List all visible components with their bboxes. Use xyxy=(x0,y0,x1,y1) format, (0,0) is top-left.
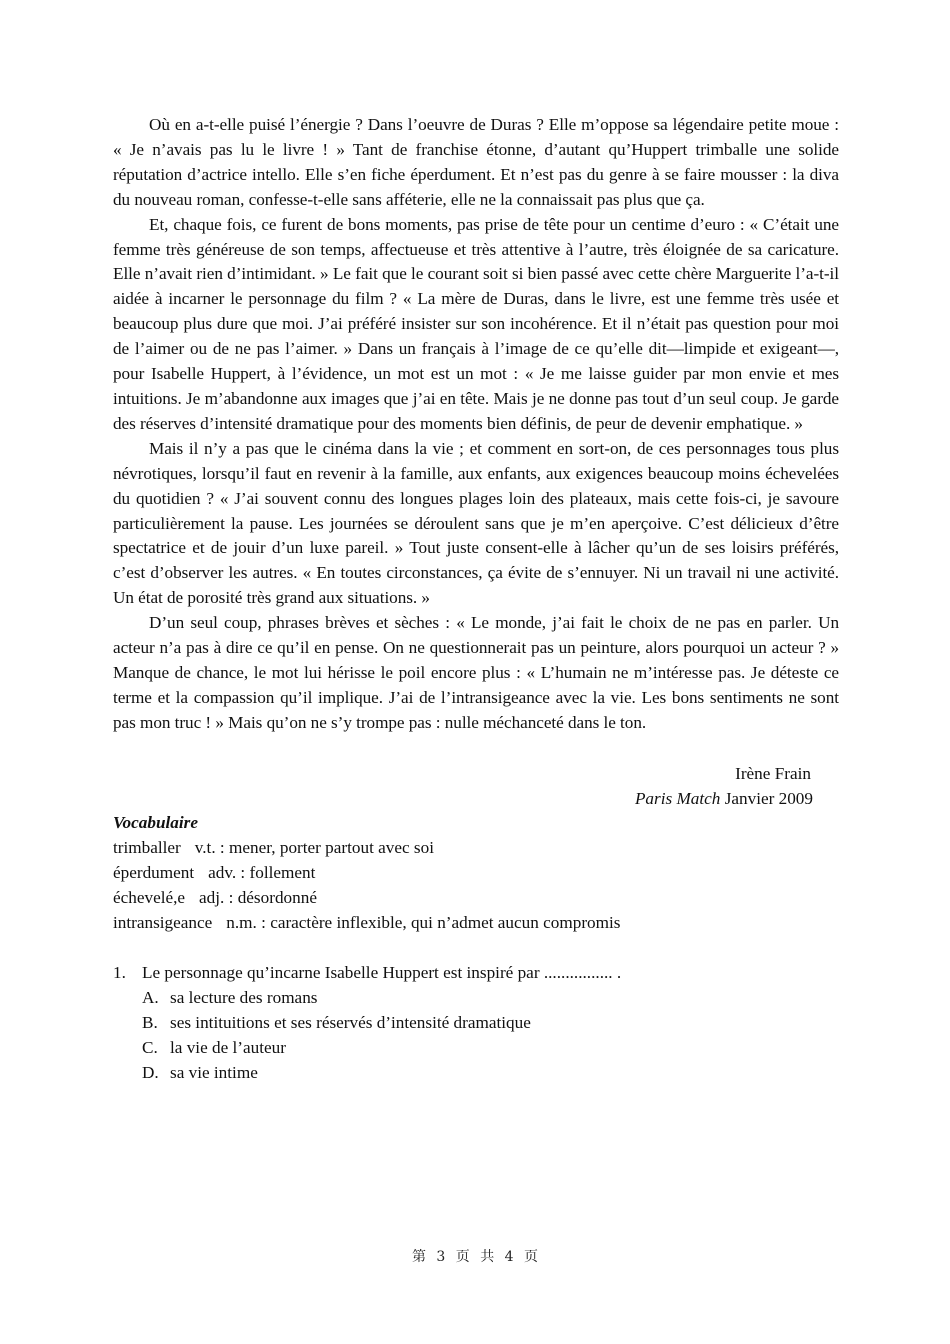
vocabulary-entry xyxy=(113,911,839,936)
article-signature xyxy=(113,762,813,812)
option-letter: C. xyxy=(142,1037,158,1057)
vocabulary-term: éperdument xyxy=(113,863,195,883)
option-c xyxy=(142,1036,839,1061)
page-footer: 第 3 页 共 4 页 xyxy=(411,1249,539,1265)
vocabulary-section xyxy=(113,811,839,936)
question-stem xyxy=(113,961,839,986)
vocabulary-definition: v.t. : mener, porter partout avec soi xyxy=(194,838,434,858)
vocabulary-entry xyxy=(113,886,839,911)
question-number: 1. xyxy=(113,962,126,982)
option-d xyxy=(142,1061,839,1086)
option-b xyxy=(142,1011,839,1036)
vocabulary-term: trimballer xyxy=(113,838,181,858)
vocabulary-term: intransigeance xyxy=(113,913,213,933)
publication-name: Paris Match xyxy=(634,788,721,808)
option-letter: A. xyxy=(142,987,159,1007)
option-letter: D. xyxy=(142,1062,159,1082)
vocabulary-entry xyxy=(113,836,839,861)
source-line xyxy=(113,787,813,812)
question-1 xyxy=(113,961,839,1086)
option-text: ses intituitions et ses réservés d’intensité dramatique xyxy=(170,1012,531,1032)
answer-options xyxy=(113,986,839,1086)
option-text: sa lecture des romans xyxy=(170,987,318,1007)
vocabulary-definition: adv. : follement xyxy=(208,863,316,883)
publication-date: Janvier 2009 xyxy=(724,788,813,808)
vocabulary-definition: adj. : désordonné xyxy=(199,888,317,908)
document-page xyxy=(113,113,839,1085)
option-text: sa vie intime xyxy=(170,1062,258,1082)
article-paragraph-1: Où en a-t-elle puisé l’énergie ? Dans l’oeuvre de Duras ? Elle m’oppose sa légendaire petite moue : « Je n’avais pas lu le livre ! » Tant de franchise étonne, d’autant qu’Huppert trimballe une solide réputation d’actrice intello. Elle s’en fiche éperdument. Et n’est pas du genre à se faire mousser : la diva du nouveau roman, confesse-t-elle sans afféterie, elle ne la connaissait pas plus que ça. xyxy=(113,115,839,209)
question-text: Le personnage qu’incarne Isabelle Huppert est inspiré par ................ . xyxy=(142,962,622,982)
vocabulary-entry xyxy=(113,861,839,886)
article-paragraph-4: D’un seul coup, phrases brèves et sèches : « Le monde, j’ai fait le choix de ne pas en parler. Un acteur n’a pas à dire ce qu’il en pense. On ne questionnerait pas un peinture, alors pourquoi un acteur ? » Manque de chance, le mot lui hérisse le poil encore plus : « L’humain ne m’intéresse pas. Je déteste ce terme et la compassion qu’il implique. J’ai de l’intransigeance avec la vie. Les bons sentiments ne sont pas mon truc ! » Mais qu’on ne s’y trompe pas : nulle méchanceté dans le ton. xyxy=(113,613,839,732)
vocabulary-term: échevelé,e xyxy=(113,888,186,908)
option-letter: B. xyxy=(142,1012,158,1032)
article-paragraph-2: Et, chaque fois, ce furent de bons moments, pas prise de tête pour un centime d’euro : « C’était une femme très généreuse de son temps, affectueuse et très attentive à l’autre, très éloignée de sa caricature. Elle n’avait rien d’intimidant. » Le fait que le courant soit si bien passé avec cette chère Marguerite l’a-t-il aidée à incarner le personnage du film ? « La mère de Duras, dans le livre, est une femme très usée et beaucoup plus dure que moi. J’ai préféré insister sur son incohérence. Et il n’était pas question pour moi de l’aimer ou de ne pas l’aimer. » Dans un français à l’image de ce qu’elle dit—limpide et exigeant—, pour Isabelle Huppert, à l’évidence, un mot est un mot : « Je me laisse guider par mon envie et mes intuitions. Je m’abandonne aux images que j’ai en tête. Mais je ne donne pas tout d’un seul coup. Je garde des réserves d’intensité dramatique pour des moments bien définis, de peur de devenir emphatique. » xyxy=(113,214,839,433)
author-name: Irène Frain xyxy=(735,763,811,783)
article-paragraph-3: Mais il n’y a pas que le cinéma dans la vie ; et comment en sort-on, de ces personnages tous plus névrotiques, lorsqu’il faut en revenir à la famille, aux enfants, aux exigences beaucoup moins échevelées du quotidien ? « J’ai souvent connu des longues plages loin des plateaux, mais cette fois-ci, je savoure particulièrement la pause. Les journées se déroulent sans que je m’en aperçoive. C’est délicieux d’être spectatrice et de jouir d’un luxe pareil. » Tout juste consent-elle à lâcher qu’un de ses loisirs préférés, c’est d’observer les autres. « En toutes circonstances, ça évite de s’ennuyer. Ni un travail ni une activité. Un état de porosité très grand aux situations. » xyxy=(113,438,839,608)
option-text: la vie de l’auteur xyxy=(170,1037,286,1057)
vocabulary-title: Vocabulaire xyxy=(113,813,198,833)
question-section xyxy=(113,961,839,1086)
vocabulary-definition: n.m. : caractère inflexible, qui n’admet aucun compromis xyxy=(226,913,621,933)
article-body xyxy=(113,113,839,736)
option-a xyxy=(142,986,839,1011)
